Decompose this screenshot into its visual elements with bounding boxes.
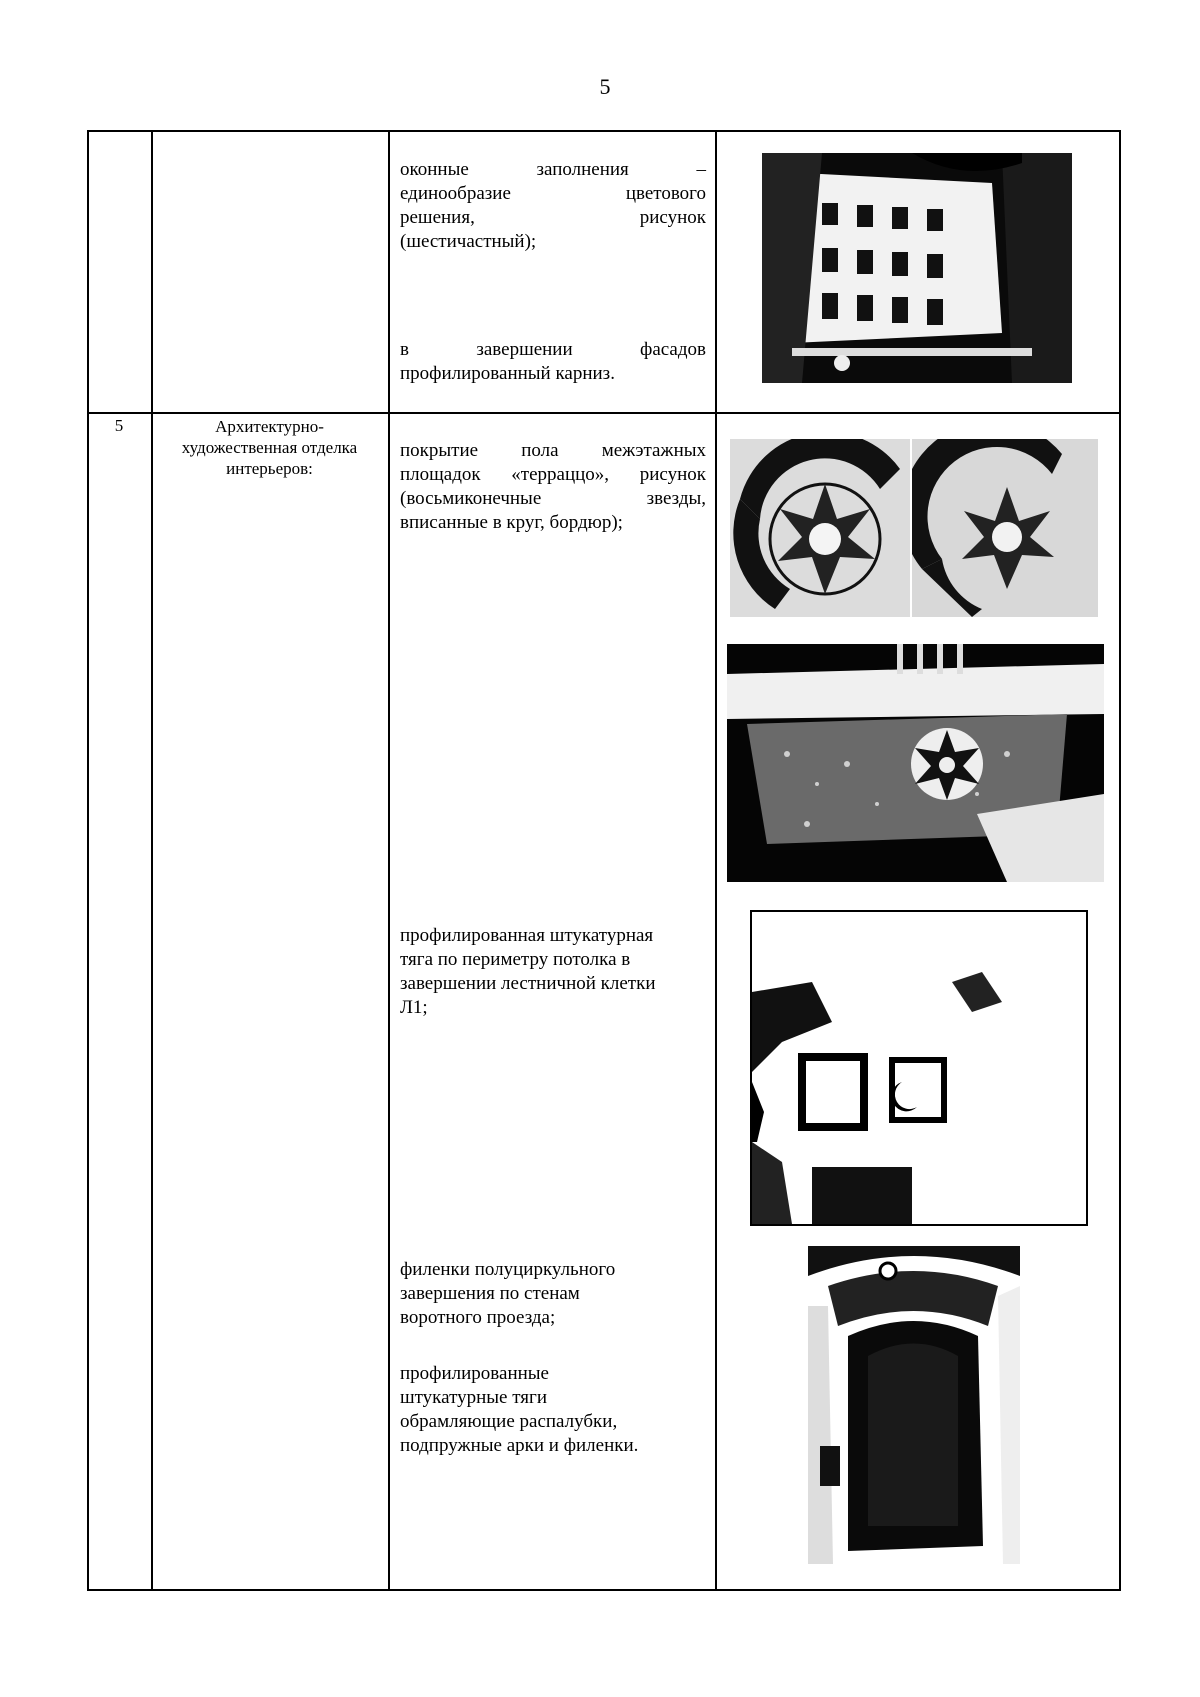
column-divider-2	[388, 130, 390, 1591]
text-line: штукатурные тяги	[400, 1387, 547, 1408]
facade-photo	[762, 153, 1072, 383]
table-left-border	[87, 130, 89, 1591]
text-line: профилированная штукатурная	[400, 925, 654, 946]
table-top-border	[87, 130, 1121, 132]
cornice-description	[400, 338, 706, 386]
table-bottom-border	[87, 1589, 1121, 1591]
text-line: решения, рисунок	[400, 207, 706, 228]
text-line: Л1;	[400, 997, 428, 1018]
title-line: художественная отделка	[181, 438, 358, 457]
gate-passage-vault-photo	[808, 1246, 1020, 1564]
text-line: филенки полуциркульного	[400, 1259, 616, 1280]
text-line: тяга по периметру потолка в	[400, 949, 631, 970]
stairwell-ceiling-photo	[750, 910, 1088, 1226]
terrazzo-star-photo-right	[912, 439, 1098, 617]
text-line: обрамляющие распалубки,	[400, 1411, 618, 1432]
table-right-border	[1119, 130, 1121, 1591]
text-line: завершения по стенам	[400, 1283, 580, 1304]
windows-description	[400, 158, 706, 254]
text-line: воротного проезда;	[400, 1307, 556, 1328]
text-line: вписанные в круг, бордюр);	[400, 512, 623, 533]
row-number: 5	[114, 416, 124, 435]
text-line: покрытие пола межэтажных	[400, 440, 706, 461]
column-divider-1	[151, 130, 153, 1591]
text-line: площадок «терраццо», рисунок	[400, 464, 706, 485]
title-line: Архитектурно-	[215, 417, 324, 436]
title-line: интерьеров:	[226, 459, 313, 478]
ceiling-cornice-description	[400, 924, 720, 1020]
staircase-landing-photo	[727, 644, 1104, 882]
text-line: подпружные арки и филенки.	[400, 1435, 639, 1456]
text-line: в завершении фасадов	[400, 339, 706, 360]
text-line: завершении лестничной клетки	[400, 973, 656, 994]
page-number: 5	[599, 74, 611, 99]
row-title	[153, 416, 386, 479]
vault-cornice-description	[400, 1362, 710, 1458]
text-line: профилированный карниз.	[400, 363, 615, 384]
row-separator	[87, 412, 1121, 414]
text-line: единообразие цветового	[400, 183, 706, 204]
terrazzo-star-photo-left	[730, 439, 910, 617]
text-line: профилированные	[400, 1363, 549, 1384]
text-line: (восьмиконечные звезды,	[400, 488, 706, 509]
column-divider-3	[715, 130, 717, 1591]
text-line: (шестичастный);	[400, 231, 537, 252]
floor-description	[400, 439, 706, 535]
panels-description	[400, 1258, 710, 1330]
text-line: оконные заполнения –	[400, 159, 706, 180]
